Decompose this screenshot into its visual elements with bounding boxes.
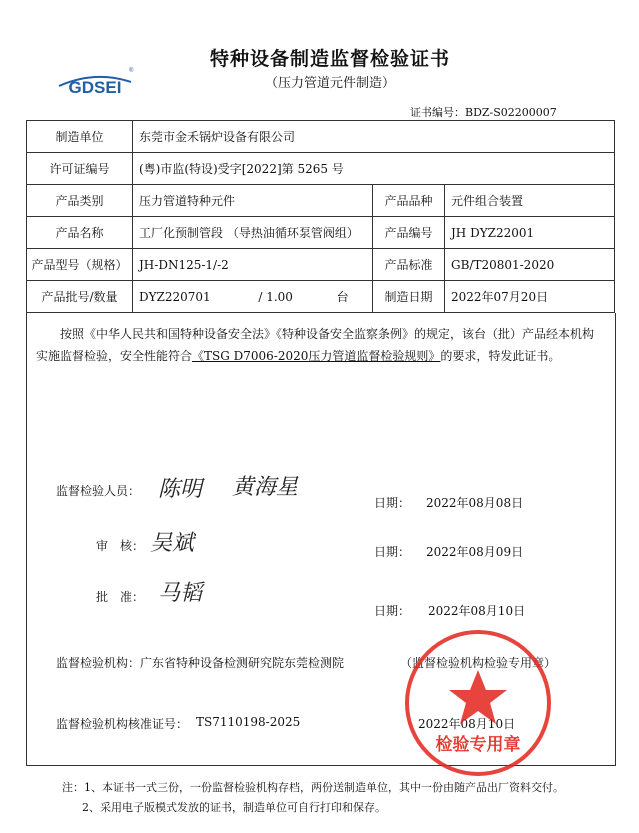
svg-text:®: ® bbox=[129, 68, 134, 74]
certificate-number: 证书编号：BDZ-S02200007 bbox=[410, 106, 557, 119]
inspector-signature-1: 陈明 bbox=[158, 477, 203, 502]
qty-value: / 1.00 bbox=[258, 290, 293, 304]
batch-value: DYZ220701 bbox=[139, 290, 211, 304]
inspector-label: 监督检验人员： bbox=[56, 484, 141, 498]
note-1: 注：1、本证书一式三份，一份监督检验机构存档，两份送制造单位，其中一份由随产品出厂资料交付。 bbox=[62, 781, 564, 794]
table-row bbox=[27, 185, 615, 217]
review-label: 审 核： bbox=[96, 539, 145, 553]
unit-value: 台 bbox=[336, 290, 349, 304]
number-label: 产品编号 bbox=[373, 217, 445, 249]
review-date: 2022年08月09日 bbox=[426, 545, 524, 559]
agency-seal-note: （监督检验机构检验专用章） bbox=[400, 656, 557, 670]
model-value: JH-DN125-1/-2 bbox=[133, 249, 373, 281]
seal-date: 2022年08月10日 bbox=[418, 717, 516, 731]
stamp-bottom-text: 检验专用章 bbox=[435, 735, 521, 755]
certificate-title: 特种设备制造监督检验证书 bbox=[209, 48, 450, 70]
table-row bbox=[27, 153, 615, 185]
logo-text: GDSEI bbox=[68, 78, 122, 97]
gdsei-logo bbox=[55, 62, 135, 102]
maker-label: 制造单位 bbox=[27, 121, 133, 153]
license-value: (粤)市监(特设)受字[2022]第 5265 号 bbox=[133, 153, 615, 185]
statement-paragraph bbox=[36, 323, 604, 367]
certificate-subtitle: （压力管道元件制造） bbox=[264, 76, 395, 91]
number-value: JH DYZ22001 bbox=[445, 217, 615, 249]
category-value: 压力管道特种元件 bbox=[133, 185, 373, 217]
variety-label: 产品品种 bbox=[373, 185, 445, 217]
name-value: 工厂化预制管段 （导热油循环泵管阀组） bbox=[133, 217, 373, 249]
inspector-date: 2022年08月08日 bbox=[426, 496, 524, 510]
statement-rule: 《TSG D7006-2020压力管道监督检验规则》 bbox=[192, 349, 441, 363]
date-value: 2022年07月20日 bbox=[445, 281, 615, 313]
table-row bbox=[27, 217, 615, 249]
approve-date-label: 日期： bbox=[374, 604, 411, 618]
footnotes bbox=[62, 778, 564, 818]
product-info-table bbox=[26, 120, 615, 313]
review-date-label: 日期： bbox=[374, 545, 411, 559]
table-row bbox=[27, 249, 615, 281]
agency-code-value: TS7110198-2025 bbox=[196, 715, 301, 729]
batch-cell bbox=[133, 281, 373, 313]
review-signature: 吴斌 bbox=[150, 531, 195, 556]
agency-name: 监督检验机构：广东省特种设备检测研究院东莞检测院 bbox=[56, 656, 345, 670]
statement-part1: 按照《中华人民共和国特种设备安全法》《特种设备安全监察条例》的规定，该台（批）产品经本机构实施监督检验，安全性能符合 bbox=[36, 327, 595, 363]
standard-value: GB/T20801-2020 bbox=[445, 249, 615, 281]
date-label: 制造日期 bbox=[373, 281, 445, 313]
batch-label: 产品批号/数量 bbox=[27, 281, 133, 313]
approve-label: 批 准： bbox=[96, 590, 145, 604]
table-row bbox=[27, 121, 615, 153]
maker-value: 东莞市金禾锅炉设备有限公司 bbox=[133, 121, 615, 153]
standard-label: 产品标准 bbox=[373, 249, 445, 281]
model-label: 产品型号（规格） bbox=[27, 249, 133, 281]
statement-part2: 的要求，特发此证书。 bbox=[440, 349, 561, 363]
inspector-date-label: 日期： bbox=[374, 496, 411, 510]
license-label: 许可证编号 bbox=[27, 153, 133, 185]
approve-date: 2022年08月10日 bbox=[428, 604, 526, 618]
category-label: 产品类别 bbox=[27, 185, 133, 217]
variety-value: 元件组合装置 bbox=[445, 185, 615, 217]
official-seal-stamp bbox=[403, 628, 553, 778]
name-label: 产品名称 bbox=[27, 217, 133, 249]
agency-code-label: 监督检验机构核准证号： bbox=[56, 717, 189, 731]
table-row bbox=[27, 281, 615, 313]
inspector-signature-2: 黄海星 bbox=[232, 475, 299, 500]
note-2: 2、采用电子版模式发放的证书，制造单位可自行打印和保存。 bbox=[82, 801, 386, 814]
approve-signature: 马韬 bbox=[158, 581, 203, 606]
